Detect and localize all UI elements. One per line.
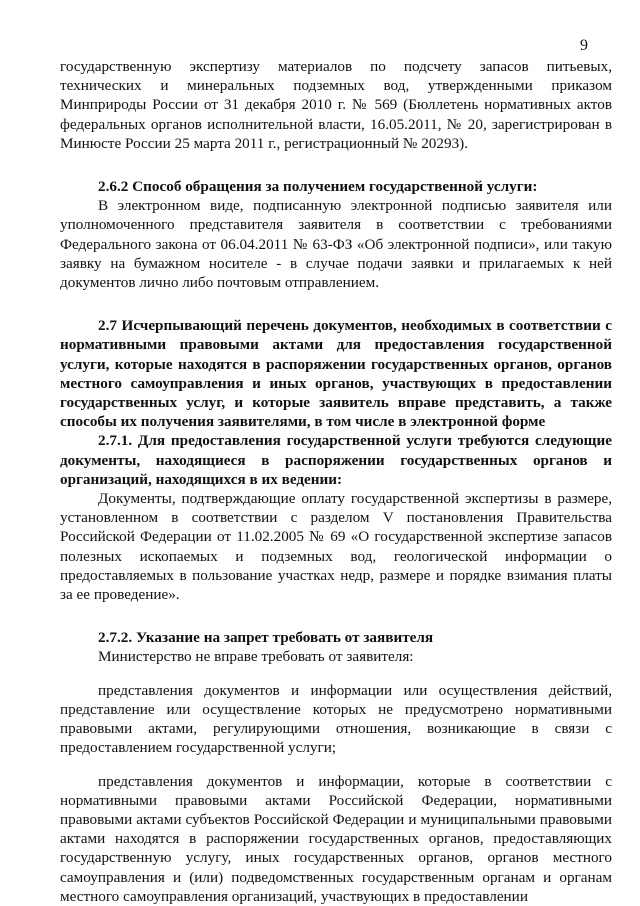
page-number: 9 <box>580 37 588 54</box>
section-2-6-2-heading: 2.6.2 Способ обращения за получением государственной услуги: <box>98 178 538 196</box>
spacer <box>60 604 612 628</box>
section-2-6-2-body: В электронном виде, подписанную электронной подписью заявителя или уполномоченного представителя заявителя в соответствии с требованиями Федерального закона от 06.04.2011 № 63-ФЗ «Об электронной подписи», или такую заявку на бумажном носителе - в случае подачи заявки и прилагаемых к ней документов лично либо почтовым отправлением. <box>60 197 612 292</box>
section-2-7-2-lead: Министерство не вправе требовать от заявителя: <box>98 648 414 666</box>
section-2-7-2-heading: 2.7.2. Указание на запрет требовать от заявителя <box>98 629 434 647</box>
spacer <box>60 667 612 681</box>
section-2-7-1-heading: 2.7.1. Для предоставления государственной услуги требуются следующие документы, находящиеся в распоряжении государственных органов и организаций, находящихся в их ведении: <box>60 432 612 488</box>
spacer <box>60 153 612 177</box>
section-2-7-2-item-1: представления документов и информации или осуществления действий, представление или осуществление которых не предусмотрено нормативными правовыми актами, регулирующими отношения, возникающие в связи с предоставлением государственной услуги; <box>60 681 612 757</box>
section-2-7-2-item-2: представления документов и информации, которые в соответствии с нормативными правовыми актами Российской Федерации, нормативными правовыми актами субъектов Российской Федерации и муниципальными правовыми актами находятся в распоряжении государственных органов, предоставляющих государственную услугу, иных государственных органов, органов местного самоуправления и (или) подведомственных государственным органам и органам местного самоуправления организаций, участвующих в предоставлении <box>60 772 612 905</box>
section-2-7-1-body: Документы, подтверждающие оплату государственной экспертизы в размере, установленном в соответствии с разделом V постановления Правительства Российской Федерации от 11.02.2005 № 69 «О государственной экспертизе запасов полезных ископаемых и подземных вод, геологической информации о предоставляемых в пользование участках недр, размере и порядке взимания платы за ее проведение». <box>60 490 612 604</box>
document-body <box>60 57 612 906</box>
intro-paragraph: государственную экспертизу материалов по подсчету запасов питьевых, технических и минеральных подземных вод, утвержденными приказом Минприроды России от 31 декабря 2010 г. № 569 (Бюллетень нормативных актов федеральных органов исполнительной власти, 16.05.2011, № 20, зарегистрирован в Минюсте России 25 марта 2011 г., регистрационный № 20293). <box>60 58 612 152</box>
section-2-7-heading: 2.7 Исчерпывающий перечень документов, необходимых в соответствии с нормативными правовыми актами для предоставления государственной услуги, которые находятся в распоряжении государственных органов, органов местного самоуправления и иных органов, участвующих в предоставлении государственных услуг, и которые заявитель вправе представить, а также способы их получения заявителями, в том числе в электронной форме <box>60 317 612 431</box>
spacer <box>60 292 612 316</box>
spacer <box>60 758 612 772</box>
